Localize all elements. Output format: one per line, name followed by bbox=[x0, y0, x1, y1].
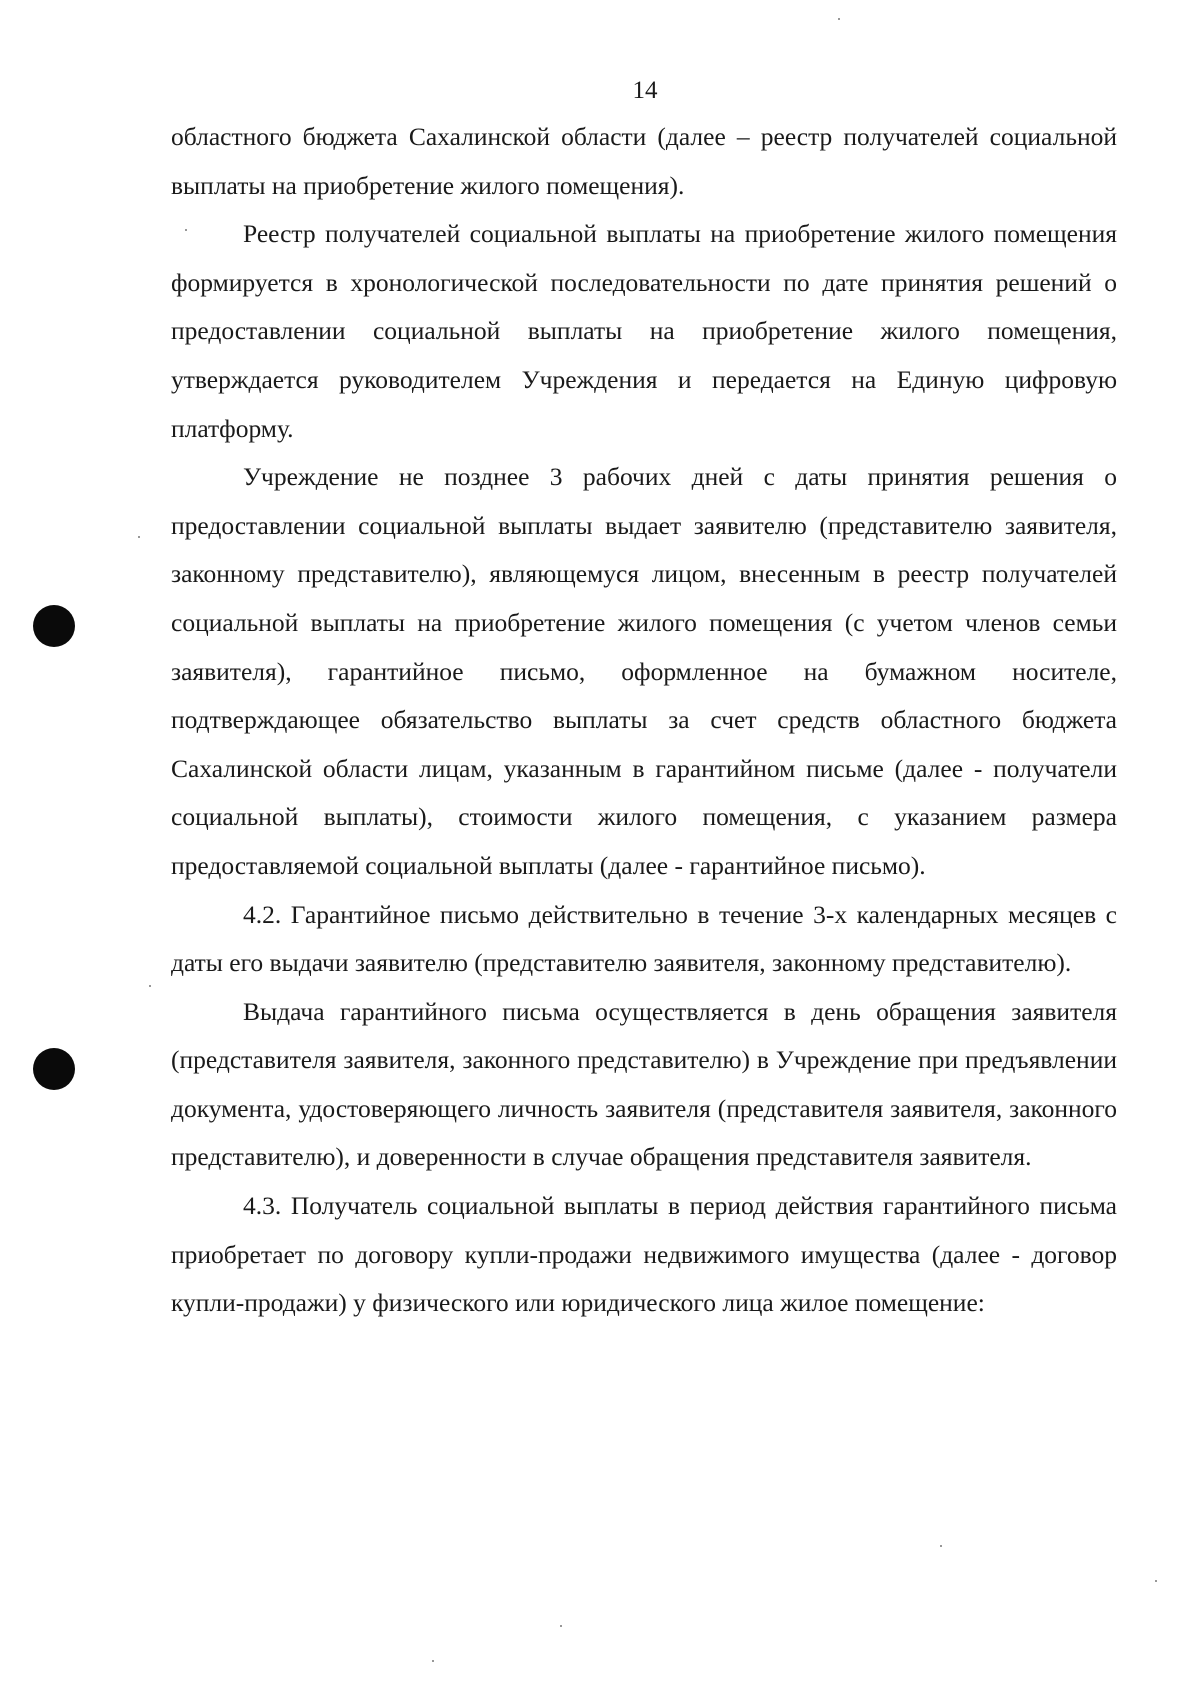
paragraph-letter-delivery: Выдача гарантийного письма осуществляется в день обращения заявителя (представителя заявителя, законного представителю) в Учреждение при предъявлении документа, удостоверяющего личность заявителя (представителя заявителя, законного представителю), и доверенности в случае обращения представителя заявителя. bbox=[171, 996, 1117, 1172]
paragraph-4-3: 4.3. Получатель социальной выплаты в период действия гарантийного письма приобретает по договору купли-продажи недвижимого имущества (далее - договор купли-продажи) у физического или юридического лица жилое помещение: bbox=[171, 1191, 1117, 1318]
document-body bbox=[171, 113, 1117, 1328]
scan-speck bbox=[138, 536, 140, 538]
paragraph-continuation: областного бюджета Сахалинской области (далее – реестр получателей социальной выплаты на приобретение жилого помещения). bbox=[171, 122, 1117, 200]
scan-speck bbox=[838, 18, 840, 20]
punch-hole-top bbox=[33, 605, 75, 647]
scan-speck bbox=[432, 1660, 434, 1662]
scan-speck bbox=[940, 1545, 942, 1547]
scan-speck bbox=[1155, 1580, 1157, 1582]
paragraph-guarantee-letter-issue: Учреждение не позднее 3 рабочих дней с даты принятия решения о предоставлении социальной выплаты выдает заявителю (представителю заявителя, законному представителю), являющемуся лицом, внесенным в реестр получателей социальной выплаты на приобретение жилого помещения (с учетом членов семьи заявителя), гарантийное письмо, оформленное на бумажном носителе, подтверждающее обязательство выплаты за счет средств областного бюджета Сахалинской области лицам, указанным в гарантийном письме (далее - получатели социальной выплаты), стоимости жилого помещения, с указанием размера предоставляемой социальной выплаты (далее - гарантийное письмо). bbox=[171, 462, 1117, 880]
page-number: 14 bbox=[632, 77, 658, 104]
scan-speck bbox=[560, 1625, 562, 1627]
punch-hole-bottom bbox=[33, 1048, 75, 1090]
paragraph-registry-formation: Реестр получателей социальной выплаты на приобретение жилого помещения формируется в хронологической последовательности по дате принятия решений о предоставлении социальной выплаты на приобретение жилого помещения, утверждается руководителем Учреждения и передается на Единую цифровую платформу. bbox=[171, 219, 1117, 443]
scan-speck bbox=[149, 985, 151, 987]
paragraph-4-2: 4.2. Гарантийное письмо действительно в течение 3-х календарных месяцев с даты его выдачи заявителю (представителю заявителя, законному представителю). bbox=[171, 899, 1117, 978]
